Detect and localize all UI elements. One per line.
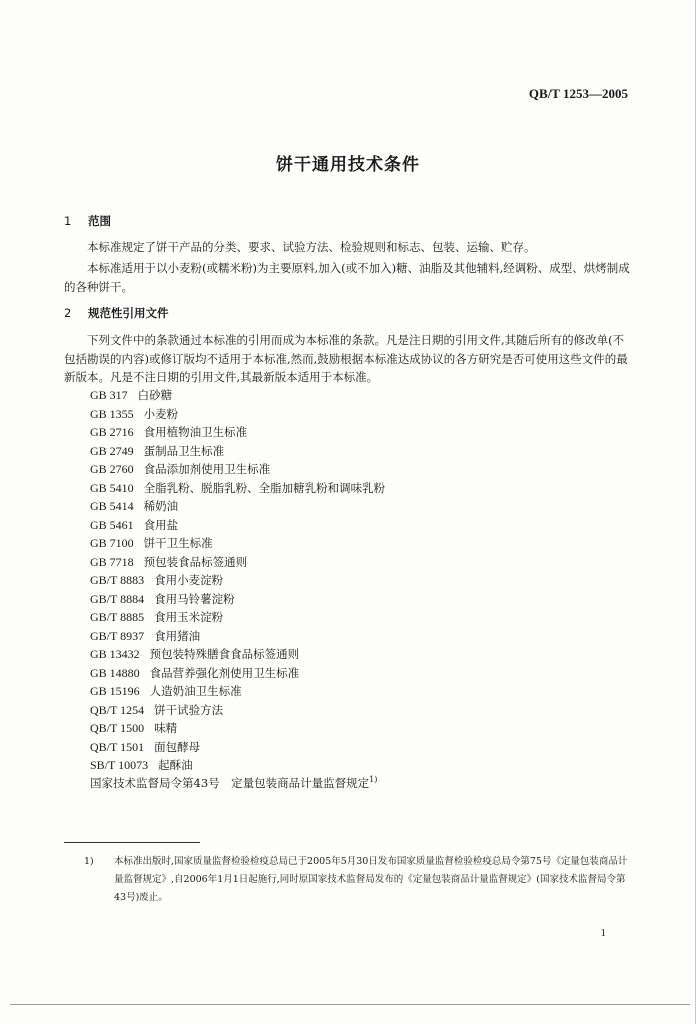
reference-code: GB/T 8884 [90,591,145,606]
reference-item [90,719,385,738]
section-2-title: 规范性引用文件 [88,306,169,320]
reference-code: GB 7718 [90,554,134,569]
reference-name: 人造奶油卫生标准 [149,684,242,698]
section-1-heading [64,213,111,229]
reference-code: GB 317 [90,388,128,402]
reference-item [90,516,385,535]
section-1-number: 1 [64,214,72,228]
reference-name: 起酥油 [158,758,193,772]
section-2-heading [64,305,169,321]
footnote-marker: 1) [369,775,378,785]
reference-name: 食用玉米淀粉 [154,610,224,624]
reference-item [90,682,385,701]
reference-code: GB 2760 [90,462,134,476]
reference-name: 食用猪油 [154,628,201,643]
reference-item [90,645,385,664]
reference-name: 白砂糖 [137,388,173,402]
reference-item [90,590,385,609]
reference-item [90,738,385,757]
reference-code: QB/T 1254 [90,702,145,717]
reference-code: GB 5414 [90,499,134,513]
reference-item [90,664,385,683]
reference-code: GB 1355 [90,406,134,421]
footnote-text: 本标准出版时,国家质量监督检验检疫总局已于2005年5月30日发布国家质量监督检验检疫总局令第75号《定量包装商品计量监督规定》,自2006年1月1日起施行,同时原国家技术监督局发布的《定量包装商品计量监督规定》(国家技术监督局令第43号)废止。 [114,856,628,903]
reference-list [90,386,385,775]
reference-name: 食用植物油卫生标准 [143,425,248,439]
reference-code: GB 2749 [90,443,134,458]
reference-name: 全脂乳粉、脱脂乳粉、全脂加糖乳粉和调味乳粉 [143,480,386,495]
scan-edge-bottom [10,1004,690,1005]
reference-name: 饼干试验方法 [154,702,224,717]
reference-name: 小麦粉 [143,406,179,421]
reference-name: 稀奶油 [143,499,179,513]
reference-item [90,405,385,424]
scope-paragraph-2: 本标准适用于以小麦粉(或糯米粉)为主要原料,加入(或不加入)糖、油脂及其他辅料,经调粉、成型、烘烤制成的各种饼干。 [64,261,630,294]
reference-name: 饼干卫生标准 [143,536,213,550]
reference-item [90,701,385,720]
reference-name: 蛋制品卫生标准 [143,443,225,458]
reference-item [90,497,385,516]
reference-decree-text: 国家技术监督局令第43号 定量包装商品计量监督规定 [90,776,370,790]
section-2-number: 2 [64,306,72,320]
reference-name: 预包装食品标签通则 [143,554,248,569]
reference-item [90,608,385,627]
reference-item [90,756,385,775]
reference-code: GB/T 8883 [90,573,145,587]
reference-code: GB 2716 [90,425,134,439]
reference-item [90,479,385,498]
reference-item [90,627,385,646]
reference-code: QB/T 1501 [90,739,145,754]
reference-item [90,442,385,461]
reference-item [90,460,385,479]
references-intro: 下列文件中的条款通过本标准的引用而成为本标准的条款。凡是注日期的引用文件,其随后所有的修改单(不包括勘误的内容)或修订版均不适用于本标准,然而,鼓励根据本标准达成协议的各方研究是否可使用这些文件的最新版本。凡是不注日期的引用文件,其最新版本适用于本标准。 [64,333,628,384]
reference-name: 预包装特殊膳食食品标签通则 [149,647,300,661]
reference-code: GB 7100 [90,536,134,550]
reference-item [90,571,385,590]
reference-code: GB 14880 [90,665,140,680]
document-title: 饼干通用技术条件 [276,155,420,175]
reference-code: GB/T 8885 [90,610,145,624]
reference-name: 食用马铃薯淀粉 [154,591,235,606]
reference-code: GB/T 8937 [90,628,145,643]
reference-name: 食品添加剂使用卫生标准 [143,462,271,476]
reference-item [90,423,385,442]
reference-code: GB 5410 [90,480,134,495]
reference-item [90,386,385,405]
reference-code: GB 5461 [90,517,134,532]
reference-name: 食品营养强化剂使用卫生标准 [149,665,300,680]
reference-code: QB/T 1500 [90,721,145,735]
scope-paragraph-1: 本标准规定了饼干产品的分类、要求、试验方法、检验规则和标志、包装、运输、贮存。 [87,240,536,254]
reference-name: 味精 [154,721,178,735]
reference-name: 食用小麦淀粉 [154,573,224,587]
reference-name: 食用盐 [143,517,179,532]
section-1-title: 范围 [88,214,111,228]
page-number: 1 [600,927,606,939]
standard-code: QB/T 1253—2005 [528,86,628,101]
reference-code: GB 15196 [90,684,140,698]
reference-name: 面包酵母 [154,739,201,754]
footnote-divider [64,842,200,843]
reference-item [90,553,385,572]
footnote-mark: 1) [84,856,94,867]
reference-item-decree [90,775,377,791]
reference-code: GB 13432 [90,647,140,661]
reference-code: SB/T 10073 [90,758,149,772]
reference-item [90,534,385,553]
